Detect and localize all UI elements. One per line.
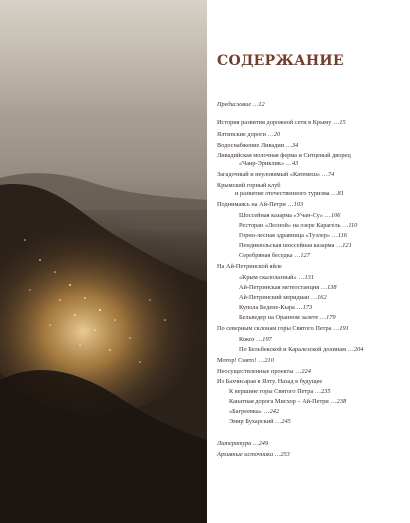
toc-entry [217, 201, 303, 209]
toc-entry [239, 222, 357, 230]
toc-entry-page: 204 [353, 346, 364, 353]
toc-entry [239, 160, 298, 168]
toc-leader-dots: … [309, 294, 318, 301]
toc-entry-title: «Чаир-Эриклик» [239, 160, 285, 167]
toc-leader-dots: … [256, 357, 265, 364]
toc-entry [217, 440, 268, 448]
toc-leader-dots: … [261, 408, 270, 415]
toc-entry-title: и развитие отечественного туризма [235, 190, 330, 197]
toc-entry-title: Водоснабжение Ливадии [217, 142, 285, 149]
toc-entry-title: Загадочный и неуловимый «Катемеш» [217, 171, 321, 178]
toc-entry-title: Купола Беденe-Кыра [239, 304, 295, 311]
toc-leader-dots: … [251, 101, 259, 108]
toc-entry-page: 249 [258, 440, 269, 447]
toc-leader-dots: … [251, 440, 259, 447]
toc-entry [229, 418, 291, 426]
toc-heading: СОДЕРЖАНИЕ [217, 53, 344, 69]
toc-entry-page: 224 [301, 368, 311, 375]
toc-entry-page: 138 [327, 284, 337, 291]
toc-entry-title: Канатная дорога Мисхор – Ай-Петри [229, 398, 329, 405]
toc-leader-dots: … [266, 131, 274, 138]
toc-entry [217, 182, 280, 190]
toc-entry-page: 43 [291, 160, 299, 167]
toc-entry-title: Горно-лесная здравница «Тузлер» [239, 232, 331, 239]
toc-entry-title: «Крым скалолазный» [239, 274, 297, 281]
toc-entry [239, 284, 336, 292]
toc-leader-dots: … [284, 142, 292, 149]
toc-leader-dots: … [346, 346, 354, 353]
toc-entry-title: Кокоз [239, 336, 255, 343]
toc-entry [239, 346, 363, 354]
toc-entry-page: 74 [327, 171, 335, 178]
toc-leader-dots: … [284, 160, 292, 167]
toc-entry [235, 190, 344, 198]
toc-entry-page: 253 [280, 451, 290, 458]
toc-leader-dots: … [313, 388, 322, 395]
toc-entry-title: Литература [217, 440, 252, 447]
table-of-contents [207, 0, 410, 523]
toc-leader-dots: … [285, 201, 294, 208]
toc-leader-dots: … [329, 190, 338, 197]
toc-entry [229, 398, 346, 406]
toc-entry-page: 121 [342, 242, 352, 249]
toc-entry [217, 152, 351, 160]
toc-entry-page: 131 [304, 274, 314, 281]
toc-leader-dots: … [292, 252, 301, 259]
toc-entry-title: Архивные источники [217, 451, 274, 458]
toc-entry-page: 197 [262, 336, 272, 343]
toc-entry [217, 378, 322, 386]
toc-entry-title: Бельведер на Оранном залете [239, 314, 319, 321]
toc-entry-page: 106 [330, 212, 341, 219]
toc-entry-title: Предисловие [217, 101, 252, 108]
toc-entry [217, 451, 290, 459]
toc-entry-title: Серебряная беседка [239, 252, 293, 259]
toc-entry-page: 20 [273, 131, 281, 138]
toc-leader-dots: … [320, 171, 328, 178]
toc-entry-page: 12 [258, 101, 265, 108]
toc-entry [217, 131, 280, 139]
toc-leader-dots: … [273, 451, 281, 458]
toc-entry-title: Неосуществленные проекты [217, 368, 294, 375]
toc-entry-title: Ай-Петринская метеостанция [239, 284, 320, 291]
toc-entry-page: 116 [337, 232, 347, 239]
toc-leader-dots: … [319, 284, 328, 291]
toc-entry-page: 179 [326, 314, 336, 321]
toc-entry [217, 263, 282, 271]
toc-leader-dots: … [334, 242, 343, 249]
toc-entry-page: 81 [337, 190, 344, 197]
toc-entry [217, 325, 349, 333]
toc-entry-page: 235 [321, 388, 331, 395]
toc-entry-title: Ливадийская молочная ферма и Ситцевый дворец [217, 152, 351, 159]
toc-entries [207, 0, 410, 523]
toc-entry-title: По Бельбекской и Каралезской долинам [239, 346, 347, 353]
toc-leader-dots: … [330, 232, 338, 239]
toc-leader-dots: … [318, 314, 327, 321]
toc-leader-dots: … [296, 274, 305, 281]
toc-entry [239, 314, 336, 322]
toc-leader-dots: … [293, 368, 302, 375]
toc-entry-title: Шоссейная казарма «Учан-Су» [239, 212, 324, 219]
toc-leader-dots: … [340, 222, 349, 229]
toc-entry-title: Пендикюльская шоссейная казарма [239, 242, 335, 249]
toc-entry [239, 304, 312, 312]
toc-entry [217, 171, 334, 179]
toc-entry-page: 191 [339, 325, 349, 332]
toc-entry-page: 127 [300, 252, 310, 259]
toc-entry-page: 15 [339, 119, 346, 126]
toc-entry [217, 119, 346, 127]
toc-entry-title: На Ай-Петринской яйле [217, 263, 282, 270]
toc-entry [239, 336, 272, 344]
toc-entry-page: 110 [348, 222, 358, 229]
toc-entry [229, 388, 331, 396]
toc-entry-title: История развития дорожной сети в Крыму [217, 119, 332, 126]
toc-entry [229, 408, 279, 416]
toc-entry-page: 238 [336, 398, 347, 405]
toc-entry-page: 34 [292, 142, 299, 149]
toc-leader-dots: … [254, 336, 263, 343]
toc-entry-title: Ай-Петринский меридиан [239, 294, 310, 301]
toc-leader-dots: … [323, 212, 331, 219]
toc-entry [217, 142, 298, 150]
toc-entry-title: «Багреевка» [229, 408, 262, 415]
toc-entry-title: Крымский горный клуб [217, 182, 281, 189]
toc-entry-title: Из Бахчисарая в Ялту. Назад в будущее [217, 378, 323, 385]
toc-leader-dots: … [331, 119, 340, 126]
toc-entry [239, 294, 327, 302]
toc-entry [239, 232, 347, 240]
toc-entry [217, 357, 274, 365]
toc-entry-title: Ресторан «Лесной» на озере Карагель [239, 222, 341, 229]
toc-entry [217, 101, 265, 109]
toc-entry-page: 162 [317, 294, 327, 301]
toc-leader-dots: … [331, 325, 340, 332]
toc-entry-page: 103 [293, 201, 304, 208]
toc-leader-dots: … [273, 418, 282, 425]
toc-entry-page: 210 [264, 357, 274, 364]
toc-entry-title: Поднимаясь на Ай-Петри [217, 201, 286, 208]
toc-leader-dots: … [294, 304, 303, 311]
toc-entry-title: Ялтинские дороги [217, 131, 267, 138]
toc-entry-title: По северным склонам горы Святого Петра [217, 325, 332, 332]
toc-entry [239, 274, 314, 282]
toc-entry [239, 242, 352, 250]
toc-entry-title: Мотор! Снято! [217, 357, 257, 364]
toc-entry-title: Эмир Бухарский [229, 418, 274, 425]
toc-entry [239, 252, 310, 260]
toc-leader-dots: … [328, 398, 337, 405]
toc-entry [239, 212, 340, 220]
toc-entry-page: 242 [269, 408, 280, 415]
toc-entry-title: К вершине горы Святого Петра [229, 388, 314, 395]
toc-entry-page: 245 [281, 418, 291, 425]
toc-entry [217, 368, 311, 376]
toc-entry-page: 173 [302, 304, 313, 311]
